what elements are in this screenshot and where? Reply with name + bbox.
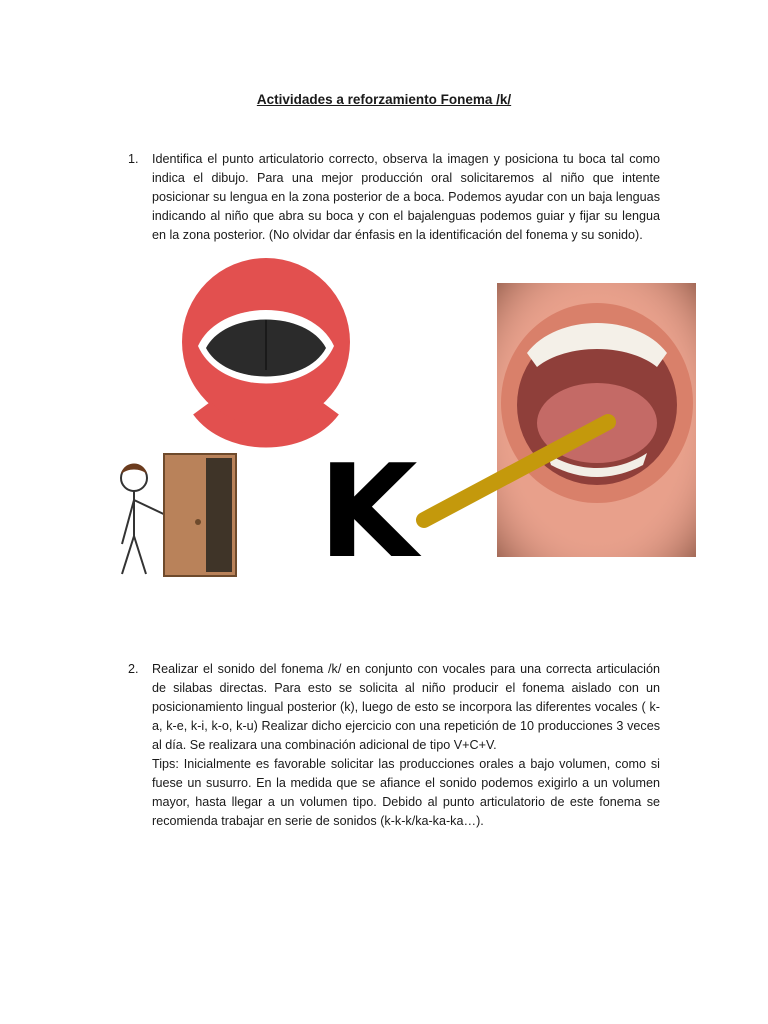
tongue-depressor-stick: [410, 400, 625, 530]
letter-k: K: [318, 438, 418, 587]
letter-k-graphic: [318, 438, 418, 587]
item-paragraph: Realizar el sonido del fonema /k/ en conjunto con vocales para una correcta articulación de silabas directas. Para esto se solicita al niño producir el fonema aislado con un posicionamiento lingual posterior (k), luego de esto se incorpora las diferentes vocales ( k-a, k-e, k-i, k-o, k-u) Realizar dicho ejercicio con una repetición de 10 producciones 3 veces al día. Se realizara una combinación adicional de tipo V+C+V.: [152, 662, 660, 752]
open-mouth-illustration: [180, 258, 352, 448]
tips-paragraph: Tips: Inicialmente es favorable solicitar las producciones orales a bajo volumen, como si fuese un susurro. En la medida que se afiance el sonido podemos exigirlo a un volumen mayor, hasta llegar a un volumen tipo. Debido al punto articulatorio de este fonema se recomienda trabajar en serie de sonidos (k-k-k/ka-ka-ka…).: [152, 757, 660, 828]
instruction-item-1: [128, 150, 660, 245]
item-number: 2.: [128, 662, 139, 676]
item-paragraph: Identifica el punto articulatorio correcto, observa la imagen y posiciona tu boca tal como indica el dibujo. Para una mejor producción oral solicitaremos al niño que intente posicionar su lengua en la zona posterior de a boca. Podemos ayudar con un baja lenguas indicando al niño que abra su boca y con el bajalenguas podemos guiar y fijar su lengua en la zona posterior. (No olvidar dar énfasis en la identificación del fonema y su sonido).: [152, 152, 660, 242]
knocking-door-illustration: [112, 448, 240, 578]
instruction-item-2: [128, 660, 660, 831]
item-number: 1.: [128, 152, 139, 166]
page-title: Actividades a reforzamiento Fonema /k/: [256, 92, 512, 107]
